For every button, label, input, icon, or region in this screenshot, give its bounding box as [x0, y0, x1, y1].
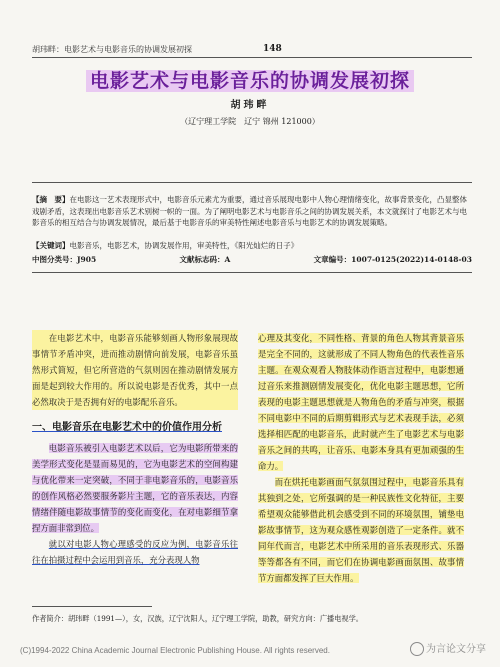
- left-paragraph-2: [32, 440, 238, 536]
- article-title-text: 电影艺术与电影音乐的协调发展初探: [86, 70, 414, 92]
- clc-number: 中图分类号：J905: [32, 255, 97, 264]
- author-affiliation: （辽宁理工学院 辽宁 锦州 121000）: [180, 117, 320, 126]
- right-paragraph-1-text: 心理及其变化，不同性格、背景的角色人物其背景音乐是完全不同的，这就形成了不同人物角色的代表性音乐主题。在观众观看人物肢体动作语言过程中，电影想通过音乐来推测剧情发展变化，优化电影主题思想，它所表现的电影主题思想就是人物角色的矛盾与冲突，根据不同电影中不同的后期剪辑形式与艺术表现手法，必须选择相匹配的电影音乐，此时就产生了电影艺术与电影音乐之间的共鸣，让音乐、电影本身具有更加顽强的生命力。: [258, 333, 464, 471]
- article-title: [0, 66, 500, 93]
- author-footnote: 作者简介：胡玮畔（1991—），女，汉族，辽宁沈阳人，辽宁理工学院，助教，研究方向：广播电视学。: [32, 614, 363, 623]
- left-paragraph-3: [32, 536, 238, 568]
- left-paragraph-1: 在电影艺术中，电影音乐能够刻画人物形象展现故事情节矛盾冲突，进而推动剧情向前发展，电影音乐虽然形式简短，但它所营造的气氛则因在推动剧情发展方面是起到较大作用的。所以说电影是否优秀，其中一点必然取决于是否拥有好的电影配乐音乐。: [32, 330, 238, 410]
- article-number: 文章编号：1007-0125(2022)14-0148-03: [313, 255, 472, 264]
- article-meta: [32, 254, 472, 265]
- running-header: 胡玮畔：电影艺术与电影音乐的协调发展初探: [32, 45, 192, 54]
- abstract-label: 【摘 要】: [32, 195, 70, 204]
- keywords-text: 电影音乐，电影艺术，协调发展作用，审美特性，《阳光灿烂的日子》: [69, 241, 299, 250]
- abstract-bottom-rule: [32, 272, 472, 273]
- abstract: [32, 194, 472, 229]
- abstract-top-rule: [32, 182, 472, 183]
- right-paragraph-2: [258, 474, 464, 586]
- page-number: 148: [263, 44, 282, 54]
- left-paragraph-3-text: 就以对电影人物心理感受的反应为例，电影音乐往往在拍摄过程中会运用到音乐，充分表现人物: [32, 539, 238, 565]
- right-column: [258, 330, 464, 586]
- right-paragraph-2-text: 而在烘托电影画面气氛氛围过程中，电影音乐具有其独到之处，它所强调的是一种民族性文化特征，主要希望观众能够借此机会感受到不同的环境氛围，铺垫电影故事情节，这为观众感性观影创造了一定条件。就不同年代而言，电影艺术中所采用的音乐表现形式、乐器等等都各有不同，而它们在协调电影画面氛围、故事情节方面都发挥了巨大作用。: [258, 477, 464, 583]
- watermark: [410, 640, 486, 656]
- copyright-notice: (C)1994-2022 China Academic Journal Electronic Publishing House. All rights reserved.: [20, 646, 330, 655]
- left-paragraph-2-text: 电影音乐被引入电影艺术以后，它为电影所带来的美学形式变化是显而易见的，它为电影艺术的空间构建与优化带来一定突破，不同于非电影音乐的，电影音乐的创作风格必然要服务影片主题，它的音乐表达，内容情绪伴随电影故事情节的变化而变化，在对电影细节拿捏方面非常到位。: [32, 443, 238, 533]
- section-heading: [32, 420, 238, 436]
- watermark-text: 为言论文分享: [426, 644, 486, 655]
- author-name: 胡玮畔: [230, 100, 270, 111]
- section-title: 一、电影音乐在电影艺术中的价值作用分析: [32, 422, 222, 433]
- right-paragraph-1: [258, 330, 464, 474]
- keywords: [32, 240, 472, 251]
- footnote-rule: [32, 606, 152, 607]
- document-code: 文献标志码：A: [179, 255, 231, 264]
- header-rule: [32, 57, 472, 58]
- abstract-text: 在电影这一艺术表现形式中，电影音乐元素尤为重要，通过音乐展现电影中人物心理情绪变化，故事背景变化，凸显整体戏剧矛盾，这表现出电影音乐艺术别树一帜的一面。为了阐明电影艺术与电影音乐之间的协调发展关系，本文就探讨了电影艺术与电影音乐的相互结合与协调发展情况，最后基于电影音乐的审美特性阐述电影音乐与电影艺术的协调发展策略。: [32, 195, 467, 227]
- wechat-icon: [410, 642, 424, 656]
- keywords-label: 【关键词】: [32, 241, 70, 250]
- left-column: [32, 330, 238, 568]
